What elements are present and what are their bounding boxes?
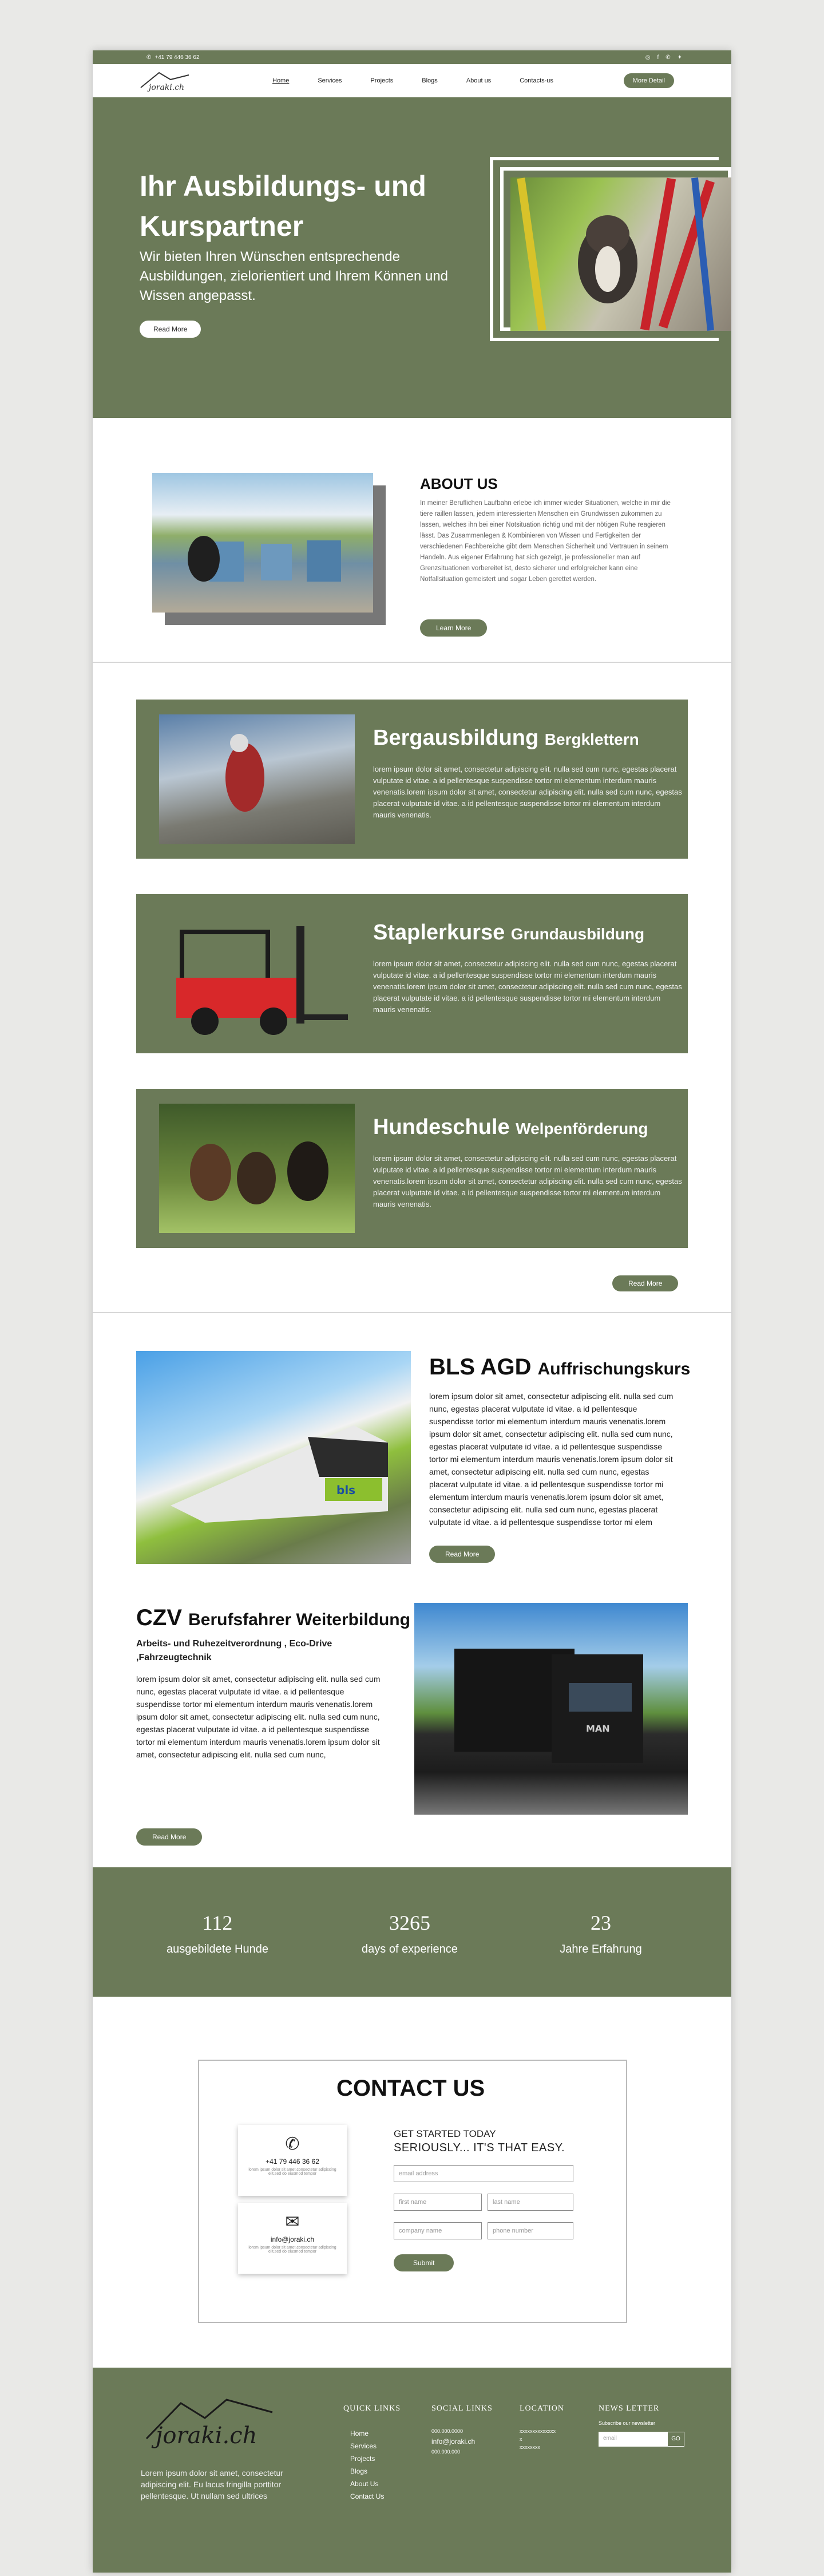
social-links-title: SOCIAL LINKS xyxy=(431,2404,493,2413)
nav-item-projects[interactable]: Projects xyxy=(370,77,394,84)
facebook-icon[interactable]: f xyxy=(657,54,659,61)
footer-link-projects[interactable]: Projects xyxy=(350,2455,375,2463)
footer-social-line[interactable]: 000.000.0000 xyxy=(431,2428,464,2434)
phone-number-field[interactable]: phone number xyxy=(488,2222,573,2239)
nav-item-about[interactable]: About us xyxy=(466,77,492,84)
hero-text: Wir bieten Ihren Wünschen entsprechende Ausbildungen, zielorientiert und Ihrem Können und Wissen angepasst. xyxy=(140,249,449,303)
bls-subtitle: Auffrischungskurs xyxy=(537,1360,691,1378)
stat-label: Jahre Erfahrung xyxy=(560,1943,642,1955)
service-text: lorem ipsum dolor sit amet, consectetur adipiscing elit. nulla sed cum nunc, egestas placerat vulputate id vitae. a id pellentesque suspendisse tortor mi elementum interdum mauris venenatis.lorem ipsum dolor sit amet, consectetur adipiscing elit. nulla sed cum nunc, egestas placerat vulputate id vitae. a id pellentesque suspendisse tortor mi elementum interdum mauris venenatis. xyxy=(373,765,682,819)
quick-links-column xyxy=(343,2404,401,2503)
stat-number: 3265 xyxy=(389,1911,430,1934)
footer-logo-text: joraki.ch xyxy=(156,2423,258,2449)
main-nav xyxy=(272,77,553,84)
navbar xyxy=(93,64,731,97)
form-heading: SERIOUSLY... IT'S THAT EASY. xyxy=(394,2142,565,2154)
first-name-field[interactable]: first name xyxy=(394,2194,482,2211)
about-text: In meiner Beruflichen Laufbahn erlebe ich immer wieder Situationen, welche in mir die tiere raillen lassen, jedem interessierten Menschen ein Grundwissen zukommen zu lassen, welches ihn bei einer Notsituation richtig und mit der nötigen Ruhe reagieren lässt. Das Zusammenlegen & Kombinieren von Wissen und Fertigkeiten der verschiedenen Fachbereiche gibt dem Menschen Sicherheit und Vertrauen in seinem Handeln. Aus eigener Erfahrung hat sich gezeigt, je professioneller man auf Grenzsituationen vorbereitet ist, desto sicherer und erfolgreicher kann eine Notfallsituation gemeistert und sogar Leben gerettet werden. xyxy=(420,500,671,583)
service-title xyxy=(373,920,644,945)
stat-number: 23 xyxy=(591,1911,611,1934)
czv-text: lorem ipsum dolor sit amet, consectetur adipiscing elit. nulla sed cum nunc, egestas placerat vulputate id vitae. a id pellentesque suspendisse tortor mi elementum interdum mauris venenatis.lorem ipsum dolor sit amet, consectetur adipiscing elit. nulla sed cum nunc, egestas placerat vulputate id vitae. a id pellentesque suspendisse tortor mi elementum interdum mauris venenatis.lorem ipsum dolor sit amet, consectetur adipiscing elit. nulla sed cum nunc, xyxy=(136,1674,381,1759)
form-kicker: GET STARTED TODAY xyxy=(394,2128,496,2139)
hero-image-dog-agility xyxy=(510,177,731,331)
footer-link-about[interactable]: About Us xyxy=(350,2480,379,2488)
footer-social-line[interactable]: info@joraki.ch xyxy=(431,2437,476,2445)
newsletter-email-input[interactable]: email xyxy=(599,2432,667,2447)
bls-train-image xyxy=(136,1351,411,1564)
phone-icon: ✆ xyxy=(146,54,152,61)
footer-description: Lorem ipsum dolor sit amet, consectetur adipiscing elit. Eu lacus fringilla porttitor pellentesque. Ut nullam sed ultrices xyxy=(141,2468,283,2500)
service-image-mountain xyxy=(159,714,355,844)
footer xyxy=(93,2368,731,2573)
footer-location-line: xxxxxxxx xyxy=(520,2444,540,2450)
hero-title: Ihr Ausbildungs- und Kurspartner xyxy=(140,170,426,242)
stat-label: ausgebildete Hunde xyxy=(167,1943,268,1955)
bls-title xyxy=(429,1354,690,1380)
newsletter-column xyxy=(599,2404,684,2447)
hero-read-more-button[interactable]: Read More xyxy=(140,321,201,338)
bls-text: lorem ipsum dolor sit amet, consectetur adipiscing elit. nulla sed cum nunc, egestas placerat vulputate id vitae. a id pellentesque suspendisse tortor mi elementum interdum mauris venenatis.lorem ipsum dolor sit amet, consectetur adipiscing elit. nulla sed cum nunc, egestas placerat vulputate id vitae. a id pellentesque suspendisse tortor mi elementum interdum mauris venenatis.lorem ipsum dolor sit amet, consectetur adipiscing elit. nulla sed cum nunc, egestas placerat vulputate id vitae. a id pellentesque suspendisse tortor mi elementum interdum mauris venenatis.lorem ipsum dolor sit amet, consectetur adipiscing elit. nulla sed cum nunc, egestas placerat vulputate id vitae. a id pellentesque suspendisse tortor mi elem xyxy=(429,1392,674,1527)
page xyxy=(93,50,731,2573)
phone-icon: ✆ xyxy=(285,2135,300,2154)
czv-subtitle: Berufsfahrer Weiterbildung xyxy=(188,1610,410,1629)
czv-truck-image xyxy=(414,1603,688,1815)
phone-card[interactable] xyxy=(238,2125,347,2196)
contact-phone: +41 79 446 36 62 xyxy=(266,2158,319,2166)
form-title xyxy=(394,2127,565,2155)
stat-item xyxy=(341,1911,478,1956)
hero-section xyxy=(93,97,731,418)
newsletter-form xyxy=(599,2432,684,2447)
svg-text:MAN: MAN xyxy=(586,1723,610,1734)
czv-title-main: CZV xyxy=(136,1605,182,1630)
czv-heading: Arbeits- und Ruhezeitverordnung , Eco-Drive ,Fahrzeugtechnik xyxy=(136,1639,332,1662)
service-card xyxy=(136,1089,688,1248)
service-subtitle: Welpenförderung xyxy=(516,1120,648,1137)
footer-link-contact[interactable]: Contact Us xyxy=(350,2492,385,2500)
quick-links-title: QUICK LINKS xyxy=(343,2404,401,2413)
nav-item-home[interactable]: Home xyxy=(272,77,290,84)
location-column xyxy=(520,2404,564,2451)
email-card[interactable] xyxy=(238,2203,347,2274)
about-image-photo xyxy=(152,473,373,613)
contact-title: CONTACT US xyxy=(336,2076,485,2101)
topbar-phone-number: +41 79 446 36 62 xyxy=(154,54,200,61)
service-subtitle: Bergklettern xyxy=(544,730,639,748)
last-name-field[interactable]: last name xyxy=(488,2194,573,2211)
service-title-main: Hundeschule xyxy=(373,1115,510,1139)
service-card xyxy=(136,894,688,1053)
more-detail-button[interactable]: More Detail xyxy=(624,73,674,88)
logo[interactable] xyxy=(138,67,191,94)
footer-logo[interactable] xyxy=(141,2384,278,2458)
svg-text:bls: bls xyxy=(336,1483,356,1497)
service-title xyxy=(373,726,639,750)
newsletter-go-button[interactable]: GO xyxy=(667,2432,684,2447)
nav-item-services[interactable]: Services xyxy=(318,77,342,84)
footer-link-services[interactable]: Services xyxy=(350,2442,377,2450)
service-image-forklift xyxy=(159,909,355,1038)
service-text: lorem ipsum dolor sit amet, consectetur adipiscing elit. nulla sed cum nunc, egestas placerat vulputate id vitae. a id pellentesque suspendisse tortor mi elementum interdum mauris venenatis.lorem ipsum dolor sit amet, consectetur adipiscing elit. nulla sed cum nunc, egestas placerat vulputate id vitae. a id pellentesque suspendisse tortor mi elementum interdum mauris venenatis. xyxy=(373,1154,682,1208)
contact-section xyxy=(93,1997,731,2368)
submit-button[interactable]: Submit xyxy=(394,2254,454,2271)
nav-item-blogs[interactable]: Blogs xyxy=(422,77,438,84)
envelope-icon: ✉ xyxy=(285,2212,300,2231)
company-name-field[interactable]: company name xyxy=(394,2222,482,2239)
stats-section xyxy=(93,1867,731,1997)
contact-email: info@joraki.ch xyxy=(270,2235,315,2243)
czv-title xyxy=(136,1605,410,1631)
nav-item-contacts[interactable]: Contacts-us xyxy=(520,77,553,84)
topbar-phone[interactable] xyxy=(146,54,200,61)
instagram-icon[interactable]: ◎ xyxy=(645,54,651,61)
stat-item xyxy=(149,1911,286,1956)
bls-read-more-button[interactable]: Read More xyxy=(429,1546,495,1563)
footer-link-blogs[interactable]: Blogs xyxy=(350,2467,368,2475)
service-subtitle: Grundausbildung xyxy=(510,925,645,943)
about-section xyxy=(93,418,731,662)
czv-read-more-button[interactable]: Read More xyxy=(136,1828,202,1846)
stat-number: 112 xyxy=(202,1911,233,1934)
service-title xyxy=(373,1115,648,1140)
about-image xyxy=(152,473,385,621)
service-card xyxy=(136,700,688,859)
about-learn-more-button[interactable]: Learn More xyxy=(420,619,487,637)
courses-section xyxy=(93,1313,731,1867)
footer-link-home[interactable]: Home xyxy=(350,2429,369,2437)
service-title-main: Staplerkurse xyxy=(373,920,505,945)
top-bar xyxy=(93,50,731,64)
newsletter-title: NEWS LETTER xyxy=(599,2404,660,2413)
stat-item xyxy=(532,1911,670,1956)
newsletter-subtitle: Subscribe our newsletter xyxy=(599,2420,656,2426)
footer-location-line: xxxxxxxxxxxxxx xyxy=(520,2428,556,2434)
contact-box xyxy=(198,2060,627,2323)
whatsapp-icon[interactable]: ✆ xyxy=(665,54,671,61)
footer-location-line: x xyxy=(520,2436,522,2442)
service-title-main: Bergausbildung xyxy=(373,726,539,750)
service-image-dogs xyxy=(159,1104,355,1233)
services-section xyxy=(93,663,731,1312)
stat-label: days of experience xyxy=(362,1943,458,1955)
location-title: LOCATION xyxy=(520,2404,564,2413)
about-title: ABOUT US xyxy=(420,475,498,492)
bls-title-main: BLS AGD xyxy=(429,1354,532,1380)
service-text: lorem ipsum dolor sit amet, consectetur adipiscing elit. nulla sed cum nunc, egestas placerat vulputate id vitae. a id pellentesque suspendisse tortor mi elementum interdum mauris venenatis.lorem ipsum dolor sit amet, consectetur adipiscing elit. nulla sed cum nunc, egestas placerat vulputate id vitae. a id pellentesque suspendisse tortor mi elementum interdum mauris venenatis. xyxy=(373,959,682,1014)
email-field[interactable]: email address xyxy=(394,2165,573,2182)
social-links-column xyxy=(431,2404,493,2456)
services-read-more-button[interactable]: Read More xyxy=(612,1275,678,1291)
footer-social-line[interactable]: 000.000.000 xyxy=(431,2449,461,2455)
twitter-icon[interactable]: ✦ xyxy=(677,54,682,61)
logo-text: joraki.ch xyxy=(149,83,185,92)
contact-email-sub: lorem ipsum dolor sit amet,consectetur adipiscing elit,sed do eiusmod tempor xyxy=(248,2246,336,2254)
contact-phone-sub: lorem ipsum dolor sit amet,consectetur adipiscing elit,sed do eiusmod tempor xyxy=(248,2168,336,2176)
topbar-socials xyxy=(645,54,682,61)
